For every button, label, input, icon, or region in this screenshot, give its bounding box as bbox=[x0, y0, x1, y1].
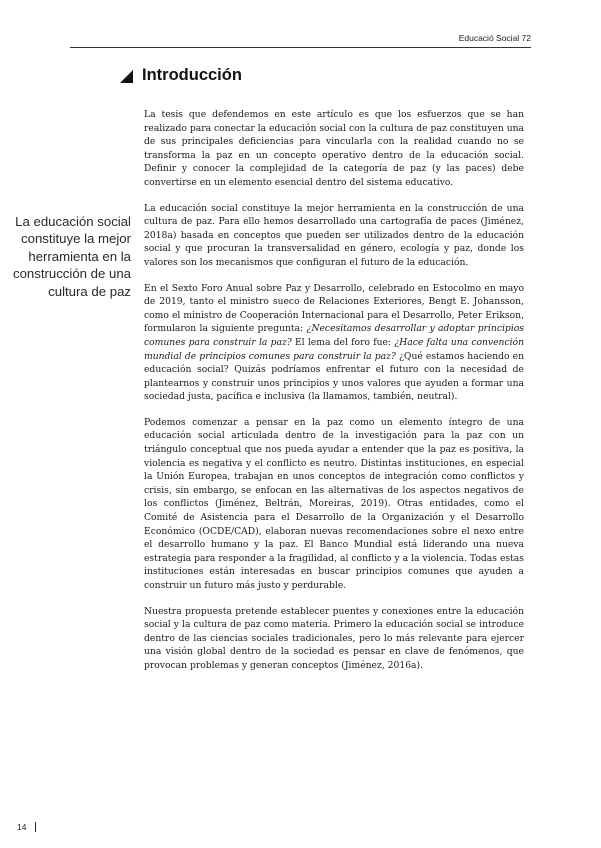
text-run: Nuestra propuesta pretende establecer puentes y conexiones entre la educación social y la cultura de paz como materia. Primero la educación social se introduce dentro de las ciencias sociales tradicionales, pero lo más relevante para ejercer una visión global dentro de la sociedad es pensar en clave de fenómenos, que provocan problemas y generan conceptos (Jiménez, 2016a). bbox=[144, 605, 524, 671]
paragraph bbox=[144, 416, 524, 593]
paragraph bbox=[144, 282, 524, 404]
italic-run: ¿Necesitamos desarrollar y adoptar principios comunes para construir la paz? bbox=[144, 323, 525, 348]
text-run: El lema del foro fue: bbox=[291, 336, 395, 348]
running-head: Educació Social 72 bbox=[458, 33, 531, 43]
paragraph bbox=[144, 202, 524, 270]
folio-divider bbox=[35, 822, 36, 832]
pull-quote: La educación social constituye la mejor herramienta en la construcción de una cultura de paz bbox=[12, 214, 131, 299]
text-run: La educación social constituye la mejor herramienta en la construcción de una cultura de paz. Para ello hemos desarrollado una cartografía de paces (Jiménez, 2018a) basada en conceptos que pueden ser utilizados dentro de la educación social y que procuran la transversalidad en género, ecología y paz, donde los valores son los mecanismos que configuran el futuro de la educación. bbox=[144, 202, 524, 268]
text-run: Podemos comenzar a pensar en la paz como un elemento íntegro de una educación social articulada dentro de la investigación para la paz con un triángulo conceptual que nos pueda ayudar a entender que la paz es positiva, la violencia es negativa y el conflicto es neutro. Distintas instituciones, en especial la Unión Europea, trabajan en unos conceptos de integración como conflictos y crisis, sin embargo, se enfocan en las alternativas de los aspectos negativos de los conflictos (Jiménez, Beltrán, Moreiras, 2019). Otras entidades, como el Comité de Asistencia para el Desarrollo de la Organización y el Desarrollo Económico (OCDE/CAD), elaboran nuevas recomendaciones sobre el nexo entre el desarrollo humano y la paz. El Banco Mundial está liderando una nueva estrategia para responder a la fragilidad, al conflicto y a la violencia. Todas estas instituciones están interesadas en buscar principios comunes que ayuden a construir un futuro más justo y perdurable. bbox=[144, 416, 524, 591]
section-heading bbox=[120, 66, 242, 85]
paragraph bbox=[144, 605, 524, 673]
paragraph bbox=[144, 108, 524, 190]
page-number: 14 bbox=[17, 822, 27, 832]
section-title: Introducción bbox=[142, 66, 242, 84]
text-run: ¿Qué estamos haciendo en educación social? Quizás podríamos enfrentar el futuro con la necesidad de plantearnos y construir unos principios y unos valores que ayuden a formar una sociedad justa, pacífica e inclusiva (la llamamos, también, neutral). bbox=[144, 350, 524, 403]
text-run: La tesis que defendemos en este artículo es que los esfuerzos que se han realizado para conectar la educación social con la cultura de paz constituyen una de sus principales deficiencias para vincularla con la realidad cuando no se transforma la paz en un concepto operativo dentro de la educación social. Definir y conocer la complejidad de la categoría de paz (y las paces) debe convertirse en un elemento esencial dentro del sistema educativo. bbox=[144, 109, 524, 188]
triangle-bullet-icon bbox=[120, 70, 133, 83]
text-run: En el Sexto Foro Anual sobre Paz y Desarrollo, celebrado en Estocolmo en mayo de 2019, tanto el ministro sueco de Relaciones Exteriores, Bengt E. Johansson, como el ministro de Cooperación Internacional para el Desarrollo, Peter Erikson, formularon la siguiente pregunta: bbox=[144, 282, 524, 335]
italic-run: ¿Hace falta una convención mundial de principios comunes para construir la paz? bbox=[144, 336, 525, 362]
header-rule bbox=[70, 47, 531, 48]
body-text bbox=[144, 108, 524, 685]
